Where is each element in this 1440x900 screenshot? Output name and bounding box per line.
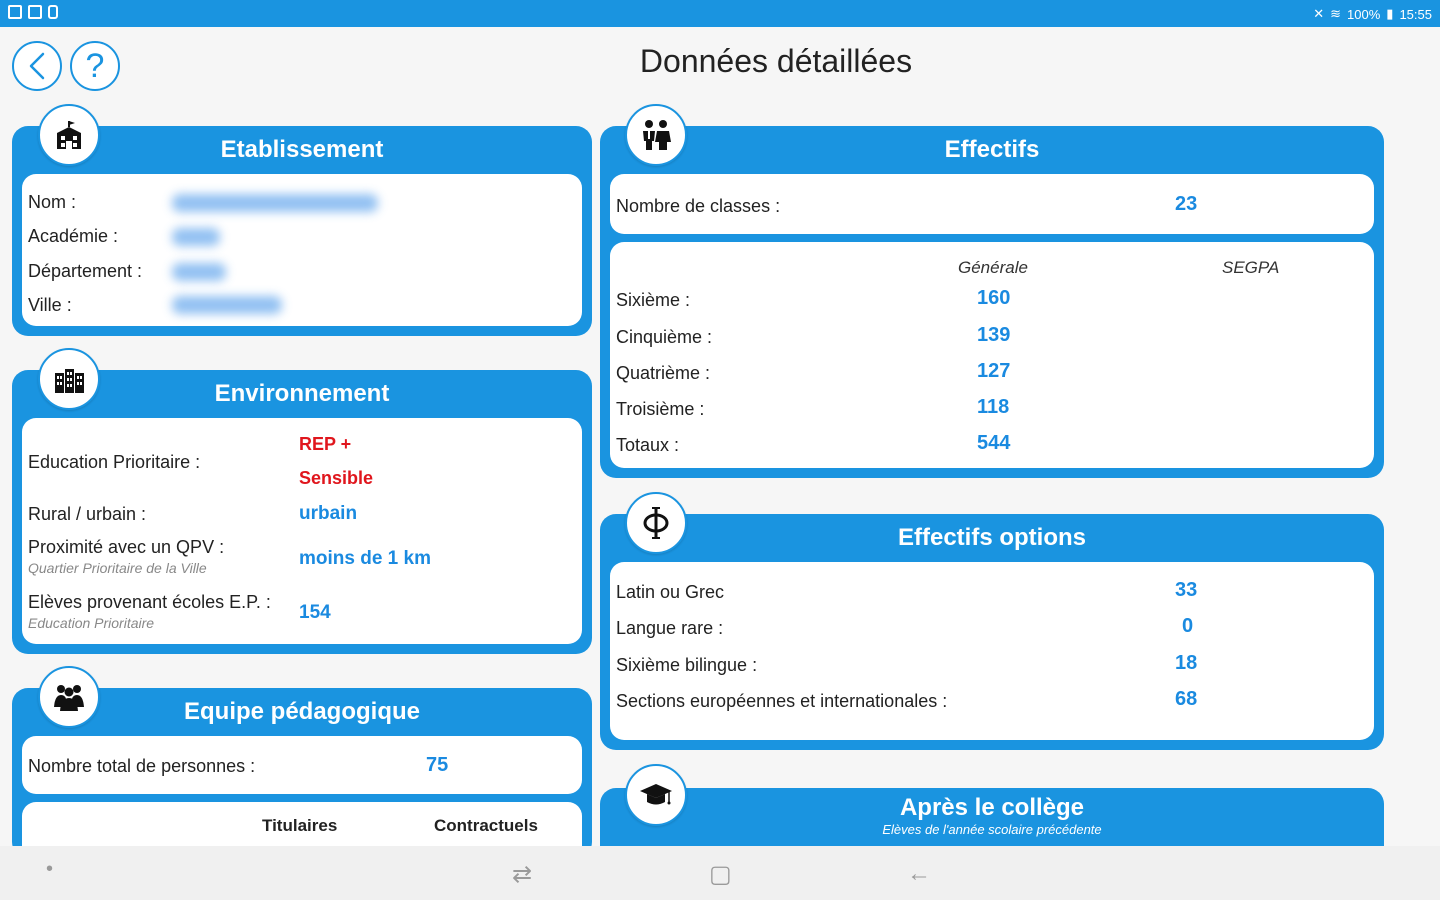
sixieme-bilingue-value: 18	[1175, 652, 1198, 674]
latin-grec-label: Latin ou Grec	[616, 582, 725, 602]
qpv-note: Quartier Prioritaire de la Ville	[28, 560, 207, 576]
departement-label: Département :	[28, 261, 143, 281]
screen-notification-icon	[28, 5, 42, 19]
help-icon: ?	[85, 46, 105, 85]
eleves-ep-label-text: Elèves provenant écoles E.P. :	[28, 592, 271, 612]
nom-value-redacted	[172, 194, 378, 212]
totaux-label: Totaux :	[616, 435, 680, 455]
academie-value-redacted	[172, 228, 220, 246]
cinquieme-generale: 139	[977, 324, 1011, 346]
storage-notification-icon	[48, 5, 58, 19]
phi-icon	[625, 492, 687, 554]
nom-label: Nom :	[28, 192, 77, 212]
quatrieme-generale: 127	[977, 360, 1011, 382]
col-generale: Générale	[958, 258, 1028, 277]
clock: 15:55	[1399, 6, 1432, 22]
total-personnes-value: 75	[426, 754, 449, 776]
apres-title: Après le collège	[899, 793, 1085, 821]
children-icon	[625, 104, 687, 166]
environnement-body	[22, 418, 582, 644]
sixieme-label: Sixième :	[616, 290, 691, 310]
col-segpa: SEGPA	[1222, 258, 1280, 277]
card-equipe	[12, 688, 592, 858]
etablissement-body	[22, 174, 582, 326]
eleves-ep-value: 154	[299, 602, 331, 623]
battery-icon: ▮	[1386, 6, 1394, 21]
departement-value-redacted	[172, 263, 226, 281]
sixieme-generale: 160	[977, 287, 1011, 309]
sections-euro-value: 68	[1175, 688, 1198, 710]
education-prioritaire-sensible: Sensible	[299, 468, 374, 488]
recent-apps-button[interactable]: ⇄	[512, 861, 533, 888]
city-buildings-icon	[38, 348, 100, 410]
langue-rare-label: Langue rare :	[616, 618, 724, 638]
quatrieme-label: Quatrième :	[616, 363, 711, 383]
app-header	[0, 27, 1440, 107]
equipe-title: Equipe pédagogique	[183, 698, 420, 725]
effectifs-title: Effectifs	[944, 136, 1040, 163]
gallery-notification-icon	[8, 5, 22, 19]
options-title: Effectifs options	[897, 524, 1086, 551]
card-effectifs	[600, 126, 1384, 478]
rural-urbain-label: Rural / urbain :	[28, 504, 147, 524]
card-etablissement	[12, 126, 592, 336]
qpv-label	[28, 537, 224, 576]
totaux-generale: 544	[977, 432, 1011, 454]
education-prioritaire-label: Education Prioritaire :	[28, 452, 201, 472]
rural-urbain-value: urbain	[299, 503, 358, 524]
status-notifications	[8, 5, 58, 19]
system-navbar	[0, 846, 1440, 900]
effectifs-classes-body	[610, 174, 1374, 234]
nombre-classes-label: Nombre de classes :	[616, 196, 781, 216]
academie-label: Académie :	[28, 226, 119, 246]
nav-dot[interactable]: •	[46, 858, 54, 880]
environnement-title: Environnement	[214, 380, 390, 407]
options-body	[610, 562, 1374, 740]
eleves-ep-note: Education Prioritaire	[28, 615, 155, 631]
card-environnement	[12, 370, 592, 654]
people-group-icon	[38, 666, 100, 728]
col-contractuels: Contractuels	[434, 816, 538, 835]
mute-icon: ✕	[1313, 6, 1325, 21]
col-titulaires: Titulaires	[262, 816, 338, 835]
home-button[interactable]: ▢	[709, 861, 732, 888]
page-title: Données détaillées	[639, 43, 913, 79]
school-building-icon	[38, 104, 100, 166]
troisieme-label: Troisième :	[616, 399, 705, 419]
battery-level: 100%	[1347, 6, 1381, 22]
apres-subtitle: Elèves de l'année scolaire précédente	[882, 821, 1102, 837]
wifi-icon: ≋	[1330, 6, 1342, 21]
eleves-ep-label	[28, 592, 271, 631]
effectifs-niveaux-body	[610, 242, 1374, 468]
nav-back-button[interactable]: ←	[907, 860, 931, 887]
nombre-classes-value: 23	[1175, 193, 1198, 215]
qpv-label-text: Proximité avec un QPV :	[28, 537, 225, 557]
cinquieme-label: Cinquième :	[616, 327, 713, 347]
ville-label: Ville :	[28, 295, 72, 315]
ville-value-redacted	[172, 296, 282, 314]
equipe-total-body	[22, 736, 582, 794]
apres-header	[610, 788, 1374, 838]
status-indicators	[1313, 6, 1432, 22]
langue-rare-value: 0	[1182, 615, 1194, 637]
etablissement-title: Etablissement	[220, 136, 384, 163]
graduation-cap-icon	[625, 764, 687, 826]
card-effectifs-options	[600, 514, 1384, 750]
qpv-value: moins de 1 km	[299, 548, 431, 569]
status-bar	[0, 0, 1440, 27]
sixieme-bilingue-label: Sixième bilingue :	[616, 655, 758, 675]
total-personnes-label: Nombre total de personnes :	[28, 756, 256, 776]
education-prioritaire-value: REP +	[299, 434, 352, 454]
troisieme-generale: 118	[977, 396, 1010, 418]
sections-euro-label: Sections européennes et internationales :	[616, 691, 948, 711]
latin-grec-value: 33	[1175, 579, 1198, 601]
